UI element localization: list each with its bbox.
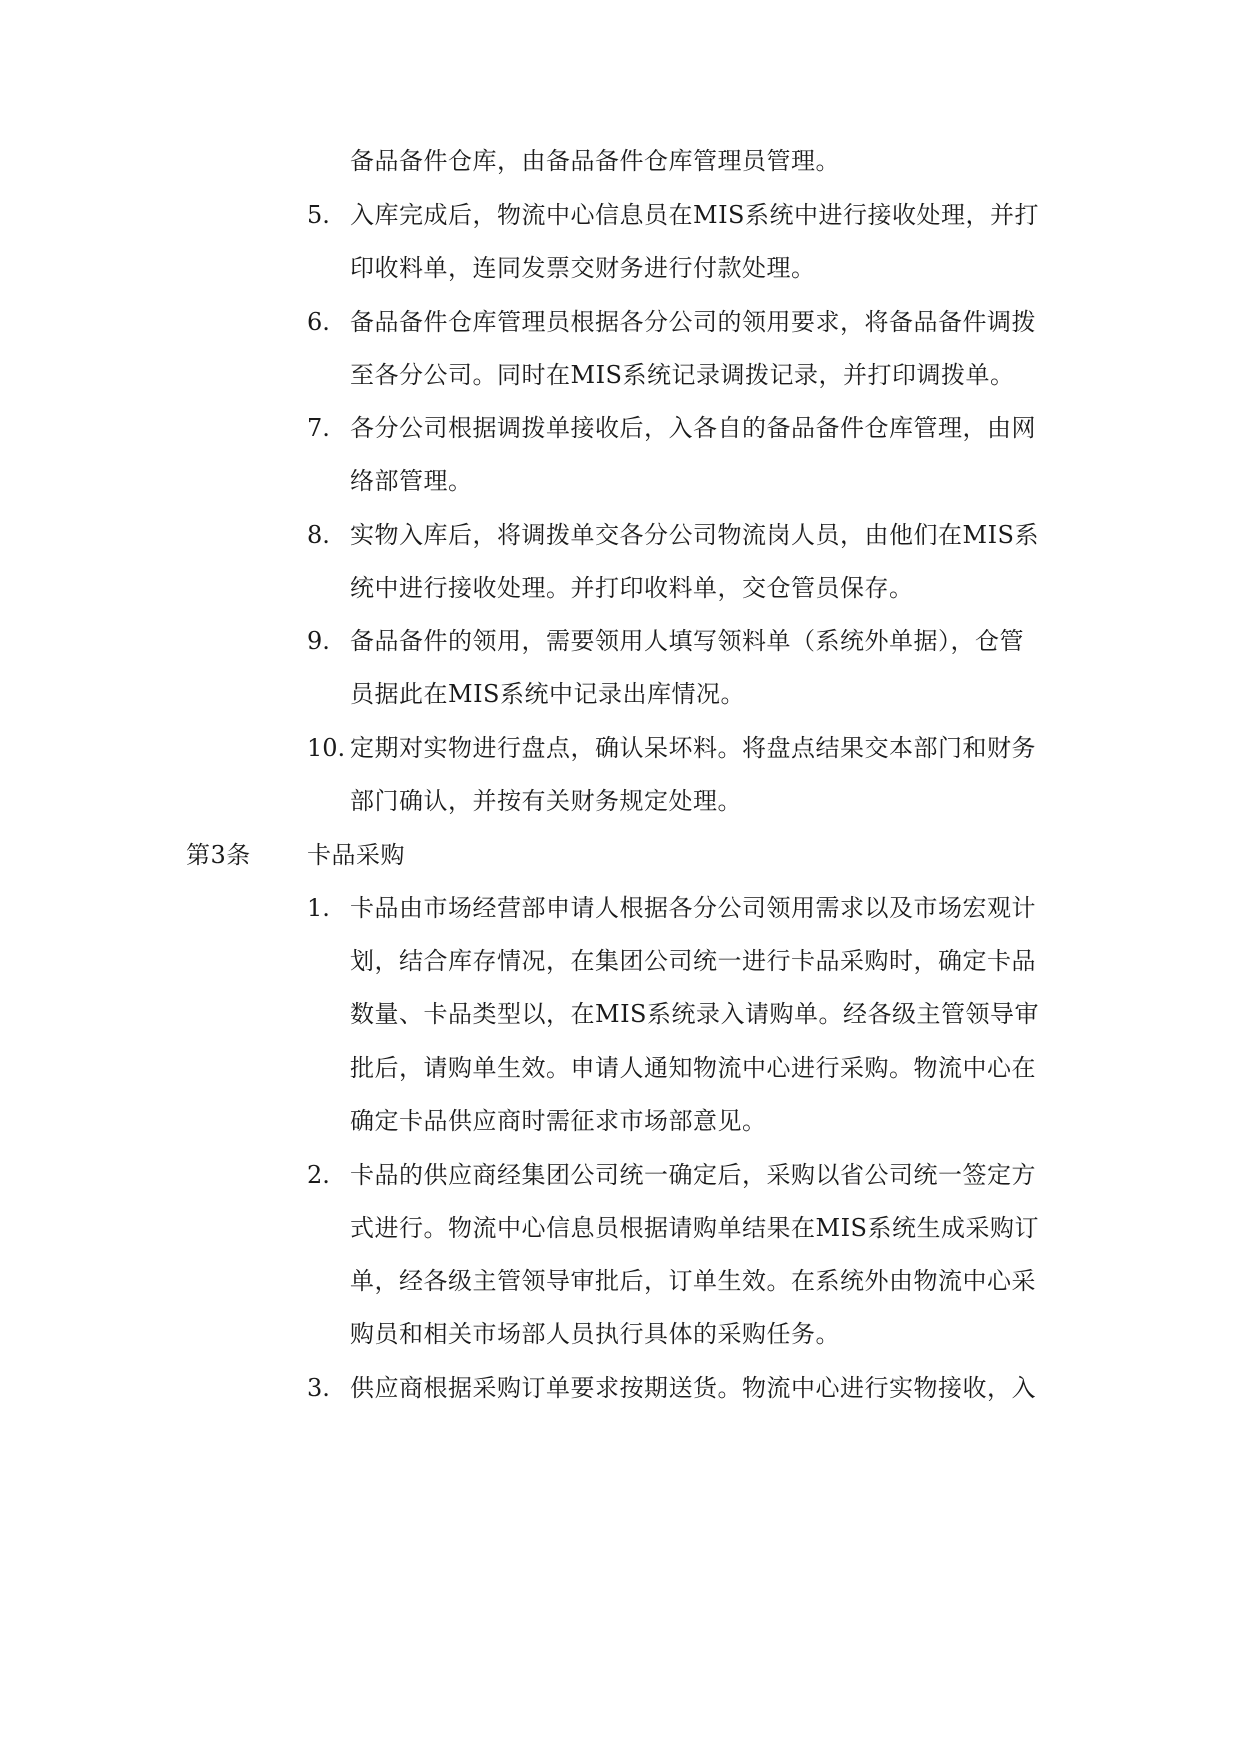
list-item-line: 入库完成后，物流中心信息员在MIS系统中进行接收处理，并打 xyxy=(350,201,1039,229)
list-item-line: 卡品由市场经营部申请人根据各分公司领用需求以及市场宏观计 xyxy=(350,894,1036,922)
list-item-number: 1. xyxy=(307,894,330,922)
list-item-line: 购员和相关市场部人员执行具体的采购任务。 xyxy=(350,1320,840,1348)
list-item-line: 定期对实物进行盘点，确认呆坏料。将盘点结果交本部门和财务 xyxy=(350,734,1036,762)
section-number: 第3条 xyxy=(186,841,251,869)
list-item-number: 9. xyxy=(307,627,330,655)
list-item-number: 2. xyxy=(307,1161,330,1189)
list-item-line: 部门确认，并按有关财务规定处理。 xyxy=(350,787,742,815)
list-item-line: 数量、卡品类型以，在MIS系统录入请购单。经各级主管领导审 xyxy=(350,1000,1039,1028)
list-item-number: 6. xyxy=(307,308,330,336)
list-item-line: 员据此在MIS系统中记录出库情况。 xyxy=(350,680,745,708)
list-item-line: 式进行。物流中心信息员根据请购单结果在MIS系统生成采购订 xyxy=(350,1214,1039,1242)
list-item-line: 至各分公司。同时在MIS系统记录调拨记录，并打印调拨单。 xyxy=(350,361,1015,389)
list-item-line: 印收料单，连同发票交财务进行付款处理。 xyxy=(350,254,816,282)
list-item-line: 络部管理。 xyxy=(350,467,473,495)
section-title: 卡品采购 xyxy=(307,841,405,869)
list-item-number: 3. xyxy=(307,1374,330,1402)
list-item-line: 卡品的供应商经集团公司统一确定后，采购以省公司统一签定方 xyxy=(350,1161,1036,1189)
list-item-line: 各分公司根据调拨单接收后，入各自的备品备件仓库管理，由网 xyxy=(350,414,1036,442)
list-item-line: 确定卡品供应商时需征求市场部意见。 xyxy=(350,1107,767,1135)
list-item-number: 7. xyxy=(307,414,330,442)
list-item-line: 单，经各级主管领导审批后，订单生效。在系统外由物流中心采 xyxy=(350,1267,1036,1295)
list-item-line: 备品备件的领用，需要领用人填写领料单（系统外单据），仓管 xyxy=(350,627,1024,655)
list-item-number: 10. xyxy=(307,734,346,762)
list-item-line: 批后，请购单生效。申请人通知物流中心进行采购。物流中心在 xyxy=(350,1054,1036,1082)
list-item-line: 统中进行接收处理。并打印收料单，交仓管员保存。 xyxy=(350,574,914,602)
list-item-line: 备品备件仓库管理员根据各分公司的领用要求，将备品备件调拨 xyxy=(350,308,1036,336)
list-item-number: 8. xyxy=(307,521,330,549)
list-item-number: 5. xyxy=(307,201,330,229)
list-item-line: 供应商根据采购订单要求按期送货。物流中心进行实物接收，入 xyxy=(350,1374,1036,1402)
list-item-line: 实物入库后，将调拨单交各分公司物流岗人员，由他们在MIS系 xyxy=(350,521,1039,549)
list-item-line: 划，结合库存情况，在集团公司统一进行卡品采购时，确定卡品 xyxy=(350,947,1036,975)
paragraph-line: 备品备件仓库，由备品备件仓库管理员管理。 xyxy=(350,147,840,175)
